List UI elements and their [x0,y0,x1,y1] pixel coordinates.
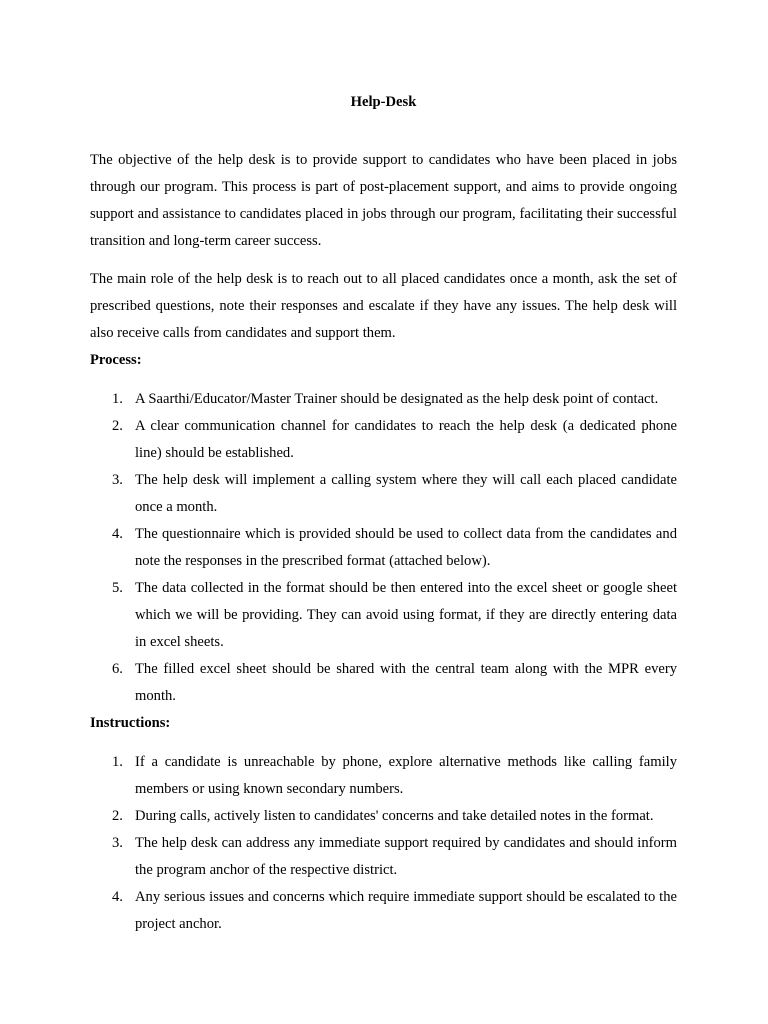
process-heading: Process: [90,352,142,368]
instructions-list [90,749,677,938]
process-item-number: 1. [112,391,123,407]
process-item-number: 3. [112,472,123,488]
process-item-number: 2. [112,418,123,434]
document-title: Help-Desk [350,94,417,110]
process-item-text: The help desk will implement a calling system where they will call each placed candidate once a month. [135,472,677,515]
instruction-item-number: 1. [112,754,123,770]
instruction-item [90,830,677,884]
instruction-item-number: 2. [112,808,123,824]
role-paragraph: The main role of the help desk is to reach out to all placed candidates once a month, ask the set of prescribed questions, note their responses and escalate if they have any issues. The help desk will also receive calls from candidates and support them. [90,271,677,341]
instruction-item-text: During calls, actively listen to candidates' concerns and take detailed notes in the format. [135,808,654,824]
process-item [90,413,677,467]
process-item [90,575,677,656]
instruction-item-text: Any serious issues and concerns which require immediate support should be escalated to the project anchor. [135,889,677,932]
process-item-number: 6. [112,661,123,677]
instruction-item [90,803,677,830]
instruction-item-number: 3. [112,835,123,851]
process-item [90,467,677,521]
instructions-heading: Instructions: [90,715,171,731]
instruction-item-text: If a candidate is unreachable by phone, explore alternative methods like calling family members or using known secondary numbers. [135,754,677,797]
objective-paragraph: The objective of the help desk is to provide support to candidates who have been placed in jobs through our program. This process is part of post-placement support, and aims to provide ongoing support and assistance to candidates placed in jobs through our program, facilitating their successful transition and long-term career success. [90,152,677,249]
document-body [90,89,677,938]
process-item-text: A clear communication channel for candidates to reach the help desk (a dedicated phone line) should be established. [135,418,677,461]
process-item [90,521,677,575]
process-item-number: 5. [112,580,123,596]
instruction-item-text: The help desk can address any immediate support required by candidates and should inform the program anchor of the respective district. [135,835,677,878]
process-item-text: The filled excel sheet should be shared with the central team along with the MPR every month. [135,661,677,704]
instruction-item [90,884,677,938]
process-item-text: A Saarthi/Educator/Master Trainer should be designated as the help desk point of contact. [135,391,659,407]
process-list [90,386,677,710]
process-item-text: The data collected in the format should be then entered into the excel sheet or google sheet which we will be providing. They can avoid using format, if they are directly entering data in excel sheets. [135,580,677,650]
instruction-item-number: 4. [112,889,123,905]
process-item [90,656,677,710]
process-item-text: The questionnaire which is provided should be used to collect data from the candidates and note the responses in the prescribed format (attached below). [135,526,677,569]
process-item [90,386,677,413]
process-item-number: 4. [112,526,123,542]
instruction-item [90,749,677,803]
